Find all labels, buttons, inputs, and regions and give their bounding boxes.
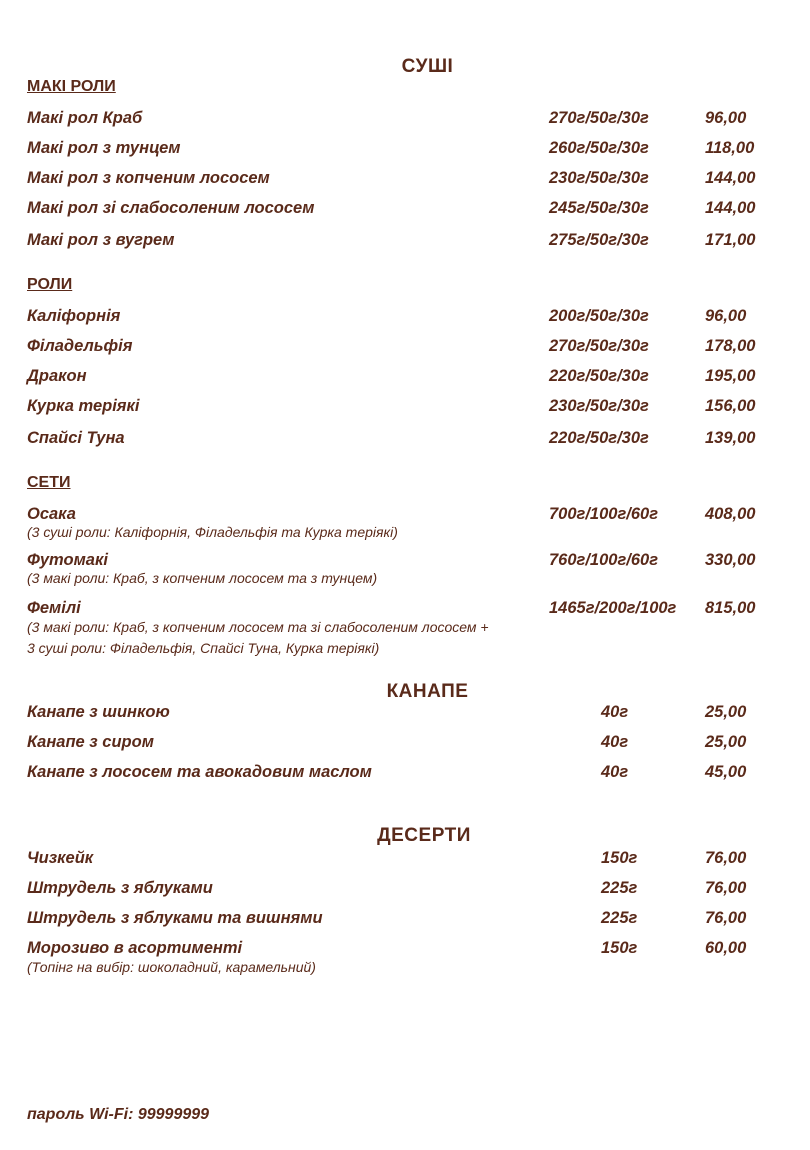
- menu-item-name: Каліфорнія: [27, 307, 121, 325]
- menu-item-weight: 40г: [601, 733, 629, 751]
- menu-item-weight: 245г/50г/30г: [549, 199, 649, 217]
- menu-item-weight: 150г: [601, 939, 638, 957]
- menu-item-name: Макі рол з вугрем: [27, 231, 175, 249]
- menu-item-price: 171,00: [705, 231, 756, 249]
- menu-item-name: Штрудель з яблуками та вишнями: [27, 909, 323, 927]
- menu-item-price: 144,00: [705, 199, 756, 217]
- menu-item-name: Осака: [27, 505, 76, 523]
- menu-item-description: 3 суші роли: Філадельфія, Спайсі Туна, Курка теріякі): [27, 640, 380, 656]
- menu-item-name: Штрудель з яблуками: [27, 879, 213, 897]
- menu-item-description: (Топінг на вибір: шоколадний, карамельний): [27, 959, 316, 975]
- menu-item-weight: 220г/50г/30г: [549, 367, 649, 385]
- menu-item-name: Макі рол з тунцем: [27, 139, 181, 157]
- menu-item-price: 25,00: [705, 733, 747, 751]
- menu-item-name: Курка теріякі: [27, 397, 140, 415]
- menu-item-weight: 700г/100г/60г: [549, 505, 658, 523]
- menu-item-price: 25,00: [705, 703, 747, 721]
- section-title-canape: КАНАПЕ: [386, 681, 469, 702]
- menu-item-weight: 270г/50г/30г: [549, 337, 649, 355]
- menu-item-name: Канапе з шинкою: [27, 703, 170, 721]
- menu-item-price: 76,00: [705, 849, 747, 867]
- menu-item-weight: 220г/50г/30г: [549, 429, 649, 447]
- menu-item-price: 118,00: [705, 139, 755, 157]
- menu-item-description: (3 макі роли: Краб, з копченим лососем та з тунцем): [27, 570, 378, 586]
- menu-item-weight: 270г/50г/30г: [549, 109, 649, 127]
- menu-item-price: 45,00: [705, 763, 747, 781]
- menu-item-price: 144,00: [705, 169, 756, 187]
- menu-item-price: 195,00: [705, 367, 756, 385]
- menu-item-weight: 200г/50г/30г: [549, 307, 649, 325]
- wifi-password: пароль Wi-Fi: 99999999: [27, 1106, 210, 1123]
- menu-item-name: Канапе з лососем та авокадовим маслом: [27, 763, 372, 781]
- menu-item-weight: 230г/50г/30г: [549, 397, 649, 415]
- menu-item-weight: 225г: [601, 909, 638, 927]
- subheading-sets: СЕТИ: [27, 474, 71, 491]
- menu-item-price: 76,00: [705, 879, 747, 897]
- subheading-rolls: РОЛИ: [27, 276, 73, 293]
- menu-item-weight: 760г/100г/60г: [549, 551, 658, 569]
- menu-item-name: Футомакі: [27, 551, 108, 569]
- menu-item-name: Макі рол Краб: [27, 109, 143, 127]
- menu-item-weight: 225г: [601, 879, 638, 897]
- menu-item-name: Чизкейк: [27, 849, 94, 867]
- menu-item-name: Канапе з сиром: [27, 733, 154, 751]
- menu-item-weight: 1465г/200г/100г: [549, 599, 677, 617]
- menu-item-price: 139,00: [705, 429, 756, 447]
- menu-item-price: 815,00: [705, 599, 756, 617]
- menu-item-name: Морозиво в асортименті: [27, 939, 243, 957]
- menu-item-weight: 40г: [601, 763, 629, 781]
- menu-item-price: 60,00: [705, 939, 747, 957]
- menu-item-weight: 275г/50г/30г: [549, 231, 649, 249]
- menu-item-description: (3 макі роли: Краб, з копченим лососем та зі слабосоленим лососем +: [27, 619, 489, 635]
- menu-item-name: Макі рол зі слабосоленим лососем: [27, 199, 315, 217]
- menu-item-weight: 40г: [601, 703, 629, 721]
- section-title-desserts: ДЕСЕРТИ: [377, 825, 471, 846]
- menu-item-price: 156,00: [705, 397, 756, 415]
- menu-item-weight: 260г/50г/30г: [549, 139, 649, 157]
- menu-item-price: 76,00: [705, 909, 747, 927]
- menu-item-name: Макі рол з копченим лососем: [27, 169, 270, 187]
- menu-item-weight: 150г: [601, 849, 638, 867]
- menu-item-description: (3 суші роли: Каліфорнія, Філадельфія та Курка теріякі): [27, 524, 398, 540]
- subheading-maki: МАКІ РОЛИ: [27, 78, 116, 95]
- menu-item-price: 96,00: [705, 307, 747, 325]
- menu-item-price: 330,00: [705, 551, 756, 569]
- menu-item-name: Фемілі: [27, 599, 81, 617]
- menu-item-price: 178,00: [705, 337, 756, 355]
- menu-item-price: 408,00: [705, 505, 756, 523]
- menu-item-name: Філадельфія: [27, 337, 133, 355]
- menu-item-price: 96,00: [705, 109, 747, 127]
- menu-item-name: Дракон: [27, 367, 87, 385]
- menu-item-weight: 230г/50г/30г: [549, 169, 649, 187]
- menu-item-name: Спайсі Туна: [27, 429, 125, 447]
- section-title-sushi: СУШІ: [401, 56, 454, 77]
